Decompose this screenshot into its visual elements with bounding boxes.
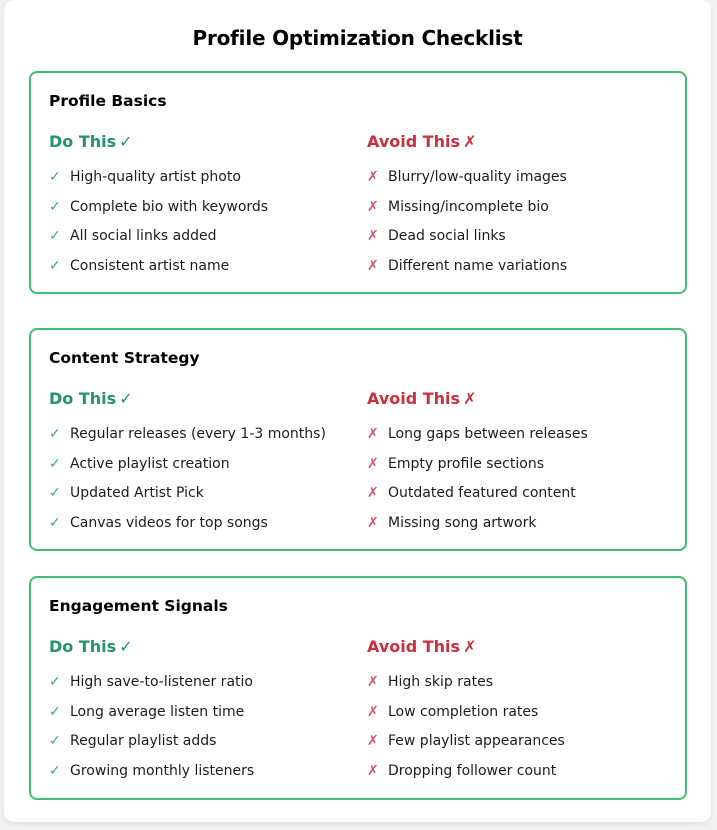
cross-icon: ✗	[367, 169, 379, 185]
check-icon: ✓	[49, 515, 61, 532]
section-engagement-signals	[29, 576, 687, 800]
check-icon: ✓	[49, 258, 61, 275]
avoid-item: ✗ Low completion rates	[367, 698, 667, 728]
cross-icon: ✗	[367, 198, 379, 215]
do-item: ✓ Updated Artist Pick	[49, 479, 349, 509]
section-content-strategy	[29, 328, 687, 551]
cross-icon: ✗	[463, 637, 477, 656]
checklist-page	[4, 0, 711, 822]
check-icon: ✓	[49, 733, 61, 750]
do-column	[49, 386, 349, 539]
do-column	[49, 129, 349, 282]
do-item: ✓ Active playlist creation	[49, 450, 349, 480]
avoid-heading: Avoid This ✗	[367, 132, 477, 151]
do-column	[49, 634, 349, 787]
page-title: Profile Optimization Checklist	[192, 26, 523, 50]
cross-icon: ✗	[367, 258, 379, 275]
avoid-heading: Avoid This ✗	[367, 389, 477, 408]
do-item: ✓ High-quality artist photo	[49, 163, 349, 193]
do-item: ✓ Canvas videos for top songs	[49, 509, 349, 539]
do-heading: Do This ✓	[49, 132, 133, 151]
do-heading: Do This ✓	[49, 389, 133, 408]
cross-icon: ✗	[367, 763, 379, 780]
section-title: Engagement Signals	[49, 597, 228, 615]
check-icon: ✓	[49, 169, 61, 185]
check-icon: ✓	[49, 763, 61, 780]
avoid-column	[367, 634, 667, 787]
cross-icon: ✗	[367, 703, 379, 720]
check-icon: ✓	[49, 426, 61, 442]
do-item: ✓ High save-to-listener ratio	[49, 668, 349, 698]
do-item: ✓ Regular playlist adds	[49, 727, 349, 757]
check-icon: ✓	[119, 389, 133, 408]
section-title: Profile Basics	[49, 92, 167, 110]
cross-icon: ✗	[463, 132, 477, 151]
cross-icon: ✗	[367, 228, 379, 245]
avoid-item: ✗ Long gaps between releases	[367, 420, 667, 450]
check-icon: ✓	[49, 228, 61, 245]
check-icon: ✓	[119, 637, 133, 656]
avoid-item: ✗ Different name variations	[367, 252, 667, 282]
avoid-item: ✗ Dead social links	[367, 222, 667, 252]
do-item: ✓ Growing monthly listeners	[49, 757, 349, 787]
avoid-item: ✗ Empty profile sections	[367, 450, 667, 480]
cross-icon: ✗	[367, 515, 379, 532]
avoid-item: ✗ Missing/incomplete bio	[367, 193, 667, 223]
do-item: ✓ Complete bio with keywords	[49, 193, 349, 223]
cross-icon: ✗	[367, 733, 379, 750]
avoid-item: ✗ Outdated featured content	[367, 479, 667, 509]
avoid-item: ✗ Blurry/low-quality images	[367, 163, 667, 193]
check-icon: ✓	[49, 455, 61, 472]
do-item: ✓ Regular releases (every 1-3 months)	[49, 420, 349, 450]
do-item: ✓ All social links added	[49, 222, 349, 252]
section-profile-basics	[29, 71, 687, 294]
do-heading: Do This ✓	[49, 637, 133, 656]
do-item: ✓ Consistent artist name	[49, 252, 349, 282]
avoid-heading: Avoid This ✗	[367, 637, 477, 656]
cross-icon: ✗	[367, 455, 379, 472]
do-item: ✓ Long average listen time	[49, 698, 349, 728]
section-title: Content Strategy	[49, 349, 200, 367]
avoid-item: ✗ Missing song artwork	[367, 509, 667, 539]
check-icon: ✓	[49, 703, 61, 720]
check-icon: ✓	[49, 485, 61, 502]
avoid-item: ✗ High skip rates	[367, 668, 667, 698]
check-icon: ✓	[49, 674, 61, 690]
avoid-column	[367, 386, 667, 539]
cross-icon: ✗	[367, 485, 379, 502]
avoid-item: ✗ Few playlist appearances	[367, 727, 667, 757]
cross-icon: ✗	[367, 426, 379, 442]
cross-icon: ✗	[463, 389, 477, 408]
check-icon: ✓	[119, 132, 133, 151]
check-icon: ✓	[49, 198, 61, 215]
cross-icon: ✗	[367, 674, 379, 690]
avoid-column	[367, 129, 667, 282]
avoid-item: ✗ Dropping follower count	[367, 757, 667, 787]
